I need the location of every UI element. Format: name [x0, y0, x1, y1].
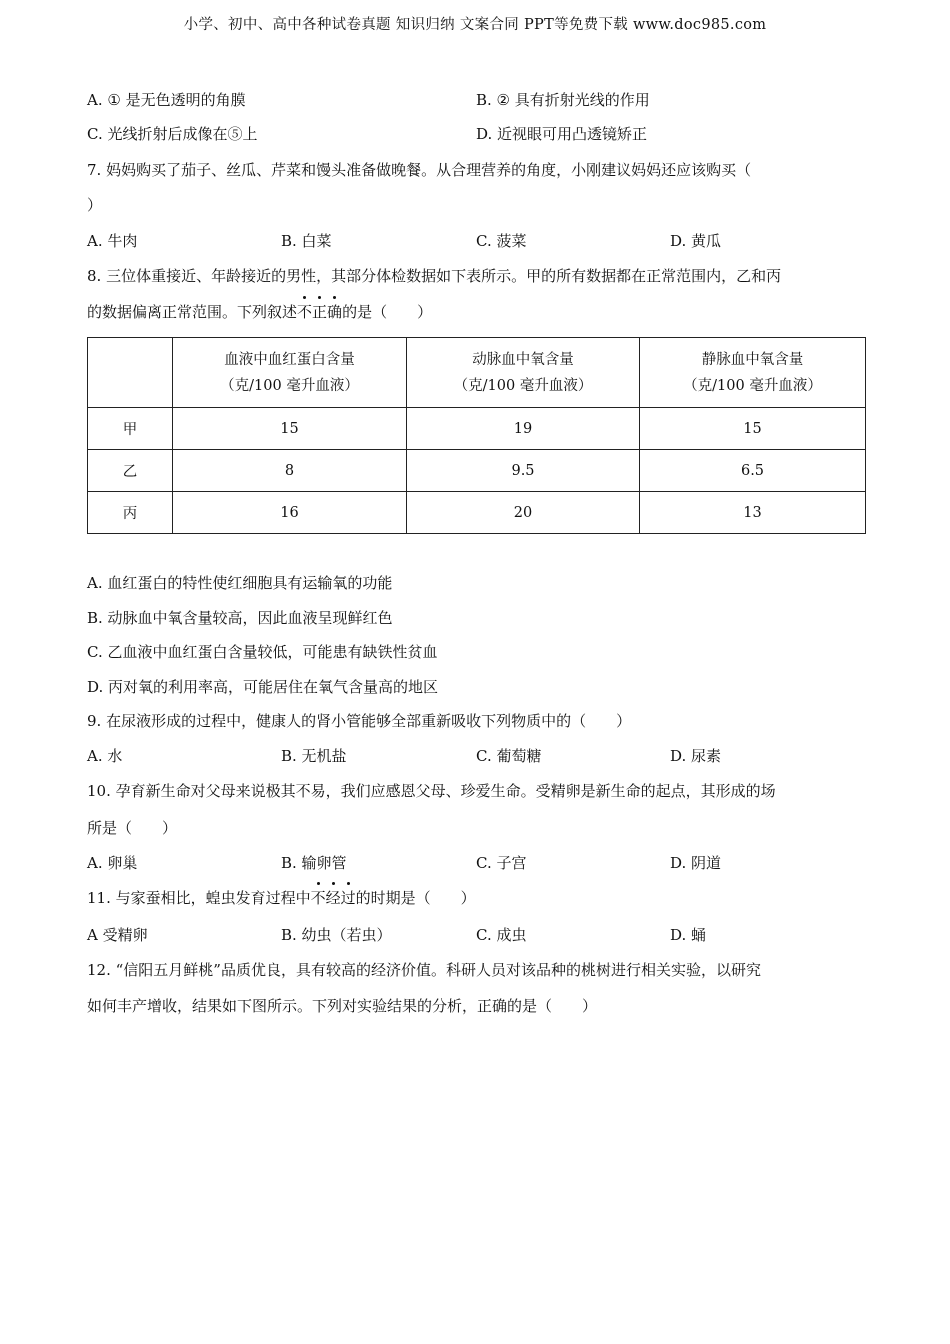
table-header-cell	[640, 338, 866, 408]
q10-option-c: C. 子宫	[476, 854, 527, 872]
table-cell: 6.5	[640, 450, 866, 492]
q10-option-d: D. 阴道	[670, 854, 722, 872]
q8-stem-post: 的是（ ）	[342, 303, 433, 321]
q9-option-d: D. 尿素	[670, 747, 722, 765]
header-unit: （克/100 毫升血液）	[453, 377, 593, 394]
q7-stem-line1: 7. 妈妈购买了茄子、丝瓜、芹菜和馒头准备做晚餐。从合理营养的角度，小刚建议妈妈还应该购买（	[87, 161, 752, 179]
q10-option-a: A. 卵巢	[87, 854, 138, 872]
q12-stem-line1: 12. “信阳五月鲜桃”品质优良，具有较高的经济价值。科研人员对该品种的桃树进行相关实验，以研究	[87, 961, 761, 979]
q7-option-d: D. 黄瓜	[670, 232, 722, 250]
q8-stem-pre: 的数据偏离正常范围。下列叙述	[87, 303, 298, 321]
q6-option-a: A. ① 是无色透明的角膜	[87, 91, 246, 109]
q10-stem-line1: 10. 孕育新生命对父母来说极其不易，我们应感恩父母、珍爱生命。受精卵是新生命的起点，其形成的场	[87, 782, 776, 800]
q11-stem-post: 的时期是（ ）	[355, 889, 476, 907]
table-row	[88, 450, 866, 492]
q7-option-a: A. 牛肉	[87, 232, 138, 250]
emphasis-char: 确	[327, 303, 343, 321]
emphasis-char: 经	[325, 889, 341, 907]
q8-option-c: C. 乙血液中血红蛋白含量较低，可能患有缺铁性贫血	[87, 643, 438, 661]
table-cell: 20	[407, 492, 640, 534]
table-cell: 15	[173, 408, 407, 450]
header-main: 血液中血红蛋白含量	[224, 351, 355, 368]
q6-option-d: D. 近视眼可用凸透镜矫正	[476, 125, 648, 143]
table-cell: 9.5	[407, 450, 640, 492]
q11-stem-pre: 11. 与家蚕相比，蝗虫发育过程中	[87, 889, 311, 907]
q11-stem	[87, 888, 476, 908]
q7-stem-line2: ）	[87, 196, 103, 214]
table-cell: 15	[640, 408, 866, 450]
header-unit: （克/100 毫升血液）	[683, 377, 822, 394]
table-cell: 乙	[88, 450, 173, 492]
emphasis-char: 正	[312, 303, 328, 321]
page-header-banner: 小学、初中、高中各种试卷真题 知识归纳 文案合同 PPT等免费下载 www.doc985.com	[183, 17, 767, 33]
q9-option-a: A. 水	[87, 747, 123, 765]
table-header-cell	[173, 338, 407, 408]
q6-option-c: C. 光线折射后成像在⑤上	[87, 125, 258, 143]
q11-option-a: A 受精卵	[87, 926, 148, 944]
header-unit: （克/100 毫升血液）	[220, 377, 359, 394]
table-cell: 丙	[88, 492, 173, 534]
q12-stem-line2: 如何丰产增收，结果如下图所示。下列对实验结果的分析，正确的是（ ）	[87, 997, 598, 1015]
q7-option-c: C. 菠菜	[476, 232, 527, 250]
q9-option-b: B. 无机盐	[281, 747, 347, 765]
q8-option-b: B. 动脉血中氧含量较高，因此血液呈现鲜红色	[87, 609, 393, 627]
q11-option-d: D. 蛹	[670, 926, 707, 944]
table-row	[88, 408, 866, 450]
emphasis-char: 不	[310, 889, 326, 907]
table-cell: 甲	[88, 408, 173, 450]
q8-stem-line2	[87, 302, 432, 322]
emphasis-char: 不	[297, 303, 313, 321]
header-main: 动脉血中氧含量	[472, 351, 574, 368]
q9-option-c: C. 葡萄糖	[476, 747, 542, 765]
q8-option-d: D. 丙对氧的利用率高，可能居住在氧气含量高的地区	[87, 678, 439, 696]
table-cell: 19	[407, 408, 640, 450]
q9-stem: 9. 在尿液形成的过程中，健康人的肾小管能够全部重新吸收下列物质中的（ ）	[87, 712, 632, 730]
q6-option-b: B. ② 具有折射光线的作用	[476, 91, 650, 109]
table-cell: 16	[173, 492, 407, 534]
table-cell: 13	[640, 492, 866, 534]
q11-option-c: C. 成虫	[476, 926, 527, 944]
q11-option-b: B. 幼虫（若虫）	[281, 926, 392, 944]
emphasis-char: 过	[340, 889, 356, 907]
q7-option-b: B. 白菜	[281, 232, 332, 250]
q10-stem-line2: 所是（ ）	[87, 819, 178, 837]
table-header-row	[88, 338, 866, 408]
table-cell: 8	[173, 450, 407, 492]
table-header-cell	[88, 338, 173, 408]
header-main: 静脉血中氧含量	[701, 351, 804, 368]
q8-option-a: A. 血红蛋白的特性使红细胞具有运输氧的功能	[87, 574, 393, 592]
q8-stem-line1: 8. 三位体重接近、年龄接近的男性，其部分体检数据如下表所示。甲的所有数据都在正常范围内，乙和丙	[87, 267, 782, 285]
table-row	[88, 492, 866, 534]
q10-option-b: B. 输卵管	[281, 854, 347, 872]
table-header-cell	[407, 338, 640, 408]
health-data-table	[87, 337, 866, 534]
